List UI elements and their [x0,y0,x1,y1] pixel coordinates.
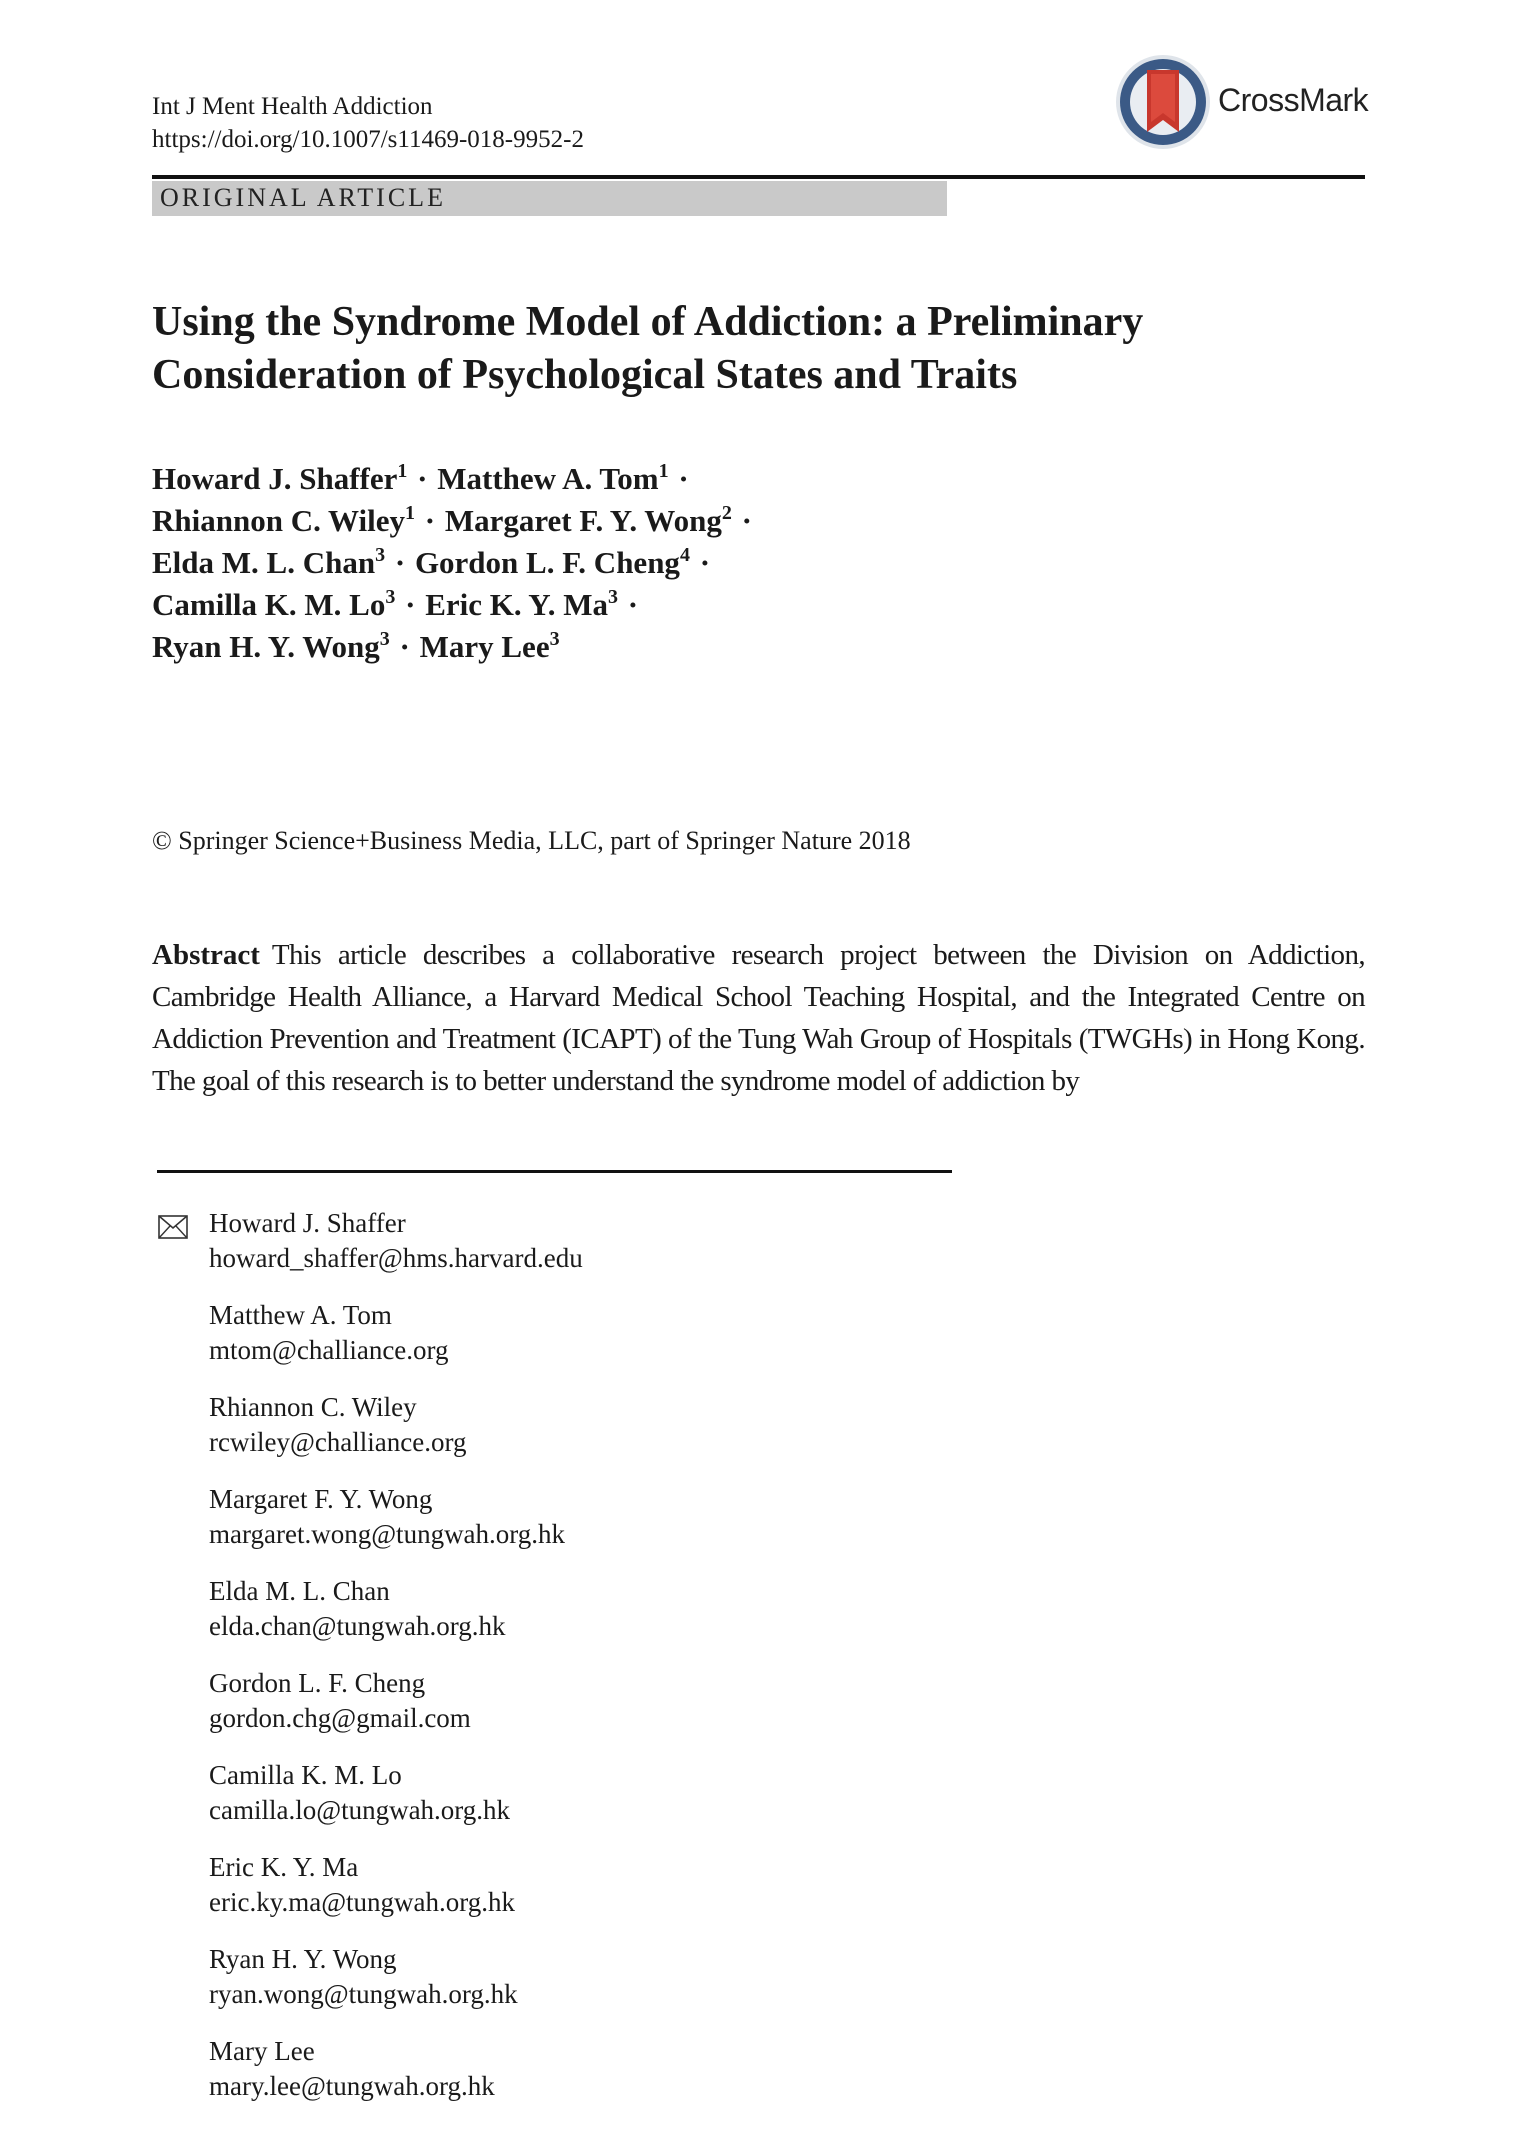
affiliation-mark: 2 [721,502,732,524]
author-line: Camilla K. M. Lo$^3$ · Eric K. Y. Ma$^3$ · [152,586,639,622]
abstract-text: This article describes a collaborative research project between the Division on Addiction, Cambridge Health Alliance, a Harvard Medical School Teaching Hospital, and the Integrated Centre on Addiction Prevention and Treatment (ICAPT) of the Tung Wah Group of Hospitals (TWGHs) in Hong Kong. The goal of this research is to better understand the syndrome model of addiction by [152,939,1365,1097]
contact-entry [209,1482,583,1552]
journal-name: Int J Ment Health Addiction [152,93,433,120]
contact-name: Gordon L. F. Cheng [209,1668,426,1698]
author-name[interactable]: Rhiannon C. Wiley [152,503,405,538]
contact-email[interactable]: gordon.chg@gmail.com [209,1703,471,1733]
author-name[interactable]: Margaret F. Y. Wong [444,503,722,538]
contact-name: Eric K. Y. Ma [209,1852,359,1882]
contact-email[interactable]: howard_shaffer@hms.harvard.edu [209,1243,583,1273]
header-rule [152,175,1365,179]
contact-email[interactable]: mary.lee@tungwah.org.hk [209,2071,495,2101]
crossmark-badge[interactable] [1113,52,1369,152]
title-line: Consideration of Psychological States and Traits [152,352,1018,398]
envelope-icon [158,1215,188,1239]
contact-name: Margaret F. Y. Wong [209,1484,433,1514]
contact-entry [209,1574,583,1644]
contact-list [209,1206,583,2126]
author-list [152,458,754,668]
affiliation-mark: 1 [404,502,415,524]
author-name[interactable]: Matthew A. Tom [437,461,659,496]
contact-email[interactable]: margaret.wong@tungwah.org.hk [209,1519,566,1549]
contact-entry [209,1942,583,2012]
contact-email[interactable]: mtom@challiance.org [209,1335,449,1365]
contact-email[interactable]: ryan.wong@tungwah.org.hk [209,1979,518,2009]
affiliation-mark: 4 [679,544,690,566]
affiliation-mark: 3 [375,544,386,566]
crossmark-icon [1113,52,1213,152]
contact-name: Rhiannon C. Wiley [209,1392,417,1422]
contact-name: Camilla K. M. Lo [209,1760,402,1790]
abstract-label: Abstract [152,939,260,971]
affiliation-mark: 3 [385,586,396,608]
contact-entry [209,1850,583,1920]
author-name[interactable]: Ryan H. Y. Wong [152,629,380,664]
author-line: Elda M. L. Chan$^3$ · Gordon L. F. Cheng$^4$ · [152,544,711,580]
contact-entry [209,1206,583,1276]
contact-email[interactable]: eric.ky.ma@tungwah.org.hk [209,1887,516,1917]
contact-email[interactable]: camilla.lo@tungwah.org.hk [209,1795,511,1825]
contact-entry [209,1298,583,1368]
article-type-band [152,181,947,216]
author-line: Howard J. Shaffer$^1$ · Matthew A. Tom$^1$ · [152,460,689,496]
article-title [152,296,1352,402]
contact-entry [209,1390,583,1460]
article-type: ORIGINAL ARTICLE [160,183,446,212]
copyright-notice: © Springer Science+Business Media, LLC, part of Springer Nature 2018 [152,826,911,855]
affiliation-mark: 1 [658,460,669,482]
contact-name: Matthew A. Tom [209,1300,392,1330]
crossmark-label: CrossMark [1218,82,1369,118]
journal-info [152,90,584,156]
contact-entry [209,1758,583,1828]
contact-email[interactable]: rcwiley@challiance.org [209,1427,467,1457]
abstract [152,934,1365,1102]
contact-name: Howard J. Shaffer [209,1208,406,1238]
contact-email[interactable]: elda.chan@tungwah.org.hk [209,1611,506,1641]
affiliation-mark: 3 [608,586,619,608]
author-name[interactable]: Elda M. L. Chan [152,545,376,580]
contact-name: Mary Lee [209,2036,315,2066]
author-name[interactable]: Gordon L. F. Cheng [414,545,680,580]
author-name[interactable]: Mary Lee [419,629,550,664]
title-line: Using the Syndrome Model of Addiction: a Preliminary [152,299,1144,345]
author-name[interactable]: Eric K. Y. Ma [425,587,609,622]
doi-link[interactable]: https://doi.org/10.1007/s11469-018-9952-2 [152,126,584,153]
contact-name: Elda M. L. Chan [209,1576,390,1606]
author-name[interactable]: Camilla K. M. Lo [152,587,386,622]
author-line: Rhiannon C. Wiley$^1$ · Margaret F. Y. Wong$^2$ · [152,502,752,538]
contact-entry [209,1666,583,1736]
affiliation-mark: 1 [397,460,408,482]
contact-entry [209,2034,583,2104]
contact-name: Ryan H. Y. Wong [209,1944,397,1974]
footnote-rule [157,1170,952,1173]
affiliation-mark: 3 [379,628,390,650]
affiliation-mark: 3 [549,628,560,650]
author-name[interactable]: Howard J. Shaffer [152,461,398,496]
author-line: Ryan H. Y. Wong$^3$ · Mary Lee$^3$ [152,628,560,664]
